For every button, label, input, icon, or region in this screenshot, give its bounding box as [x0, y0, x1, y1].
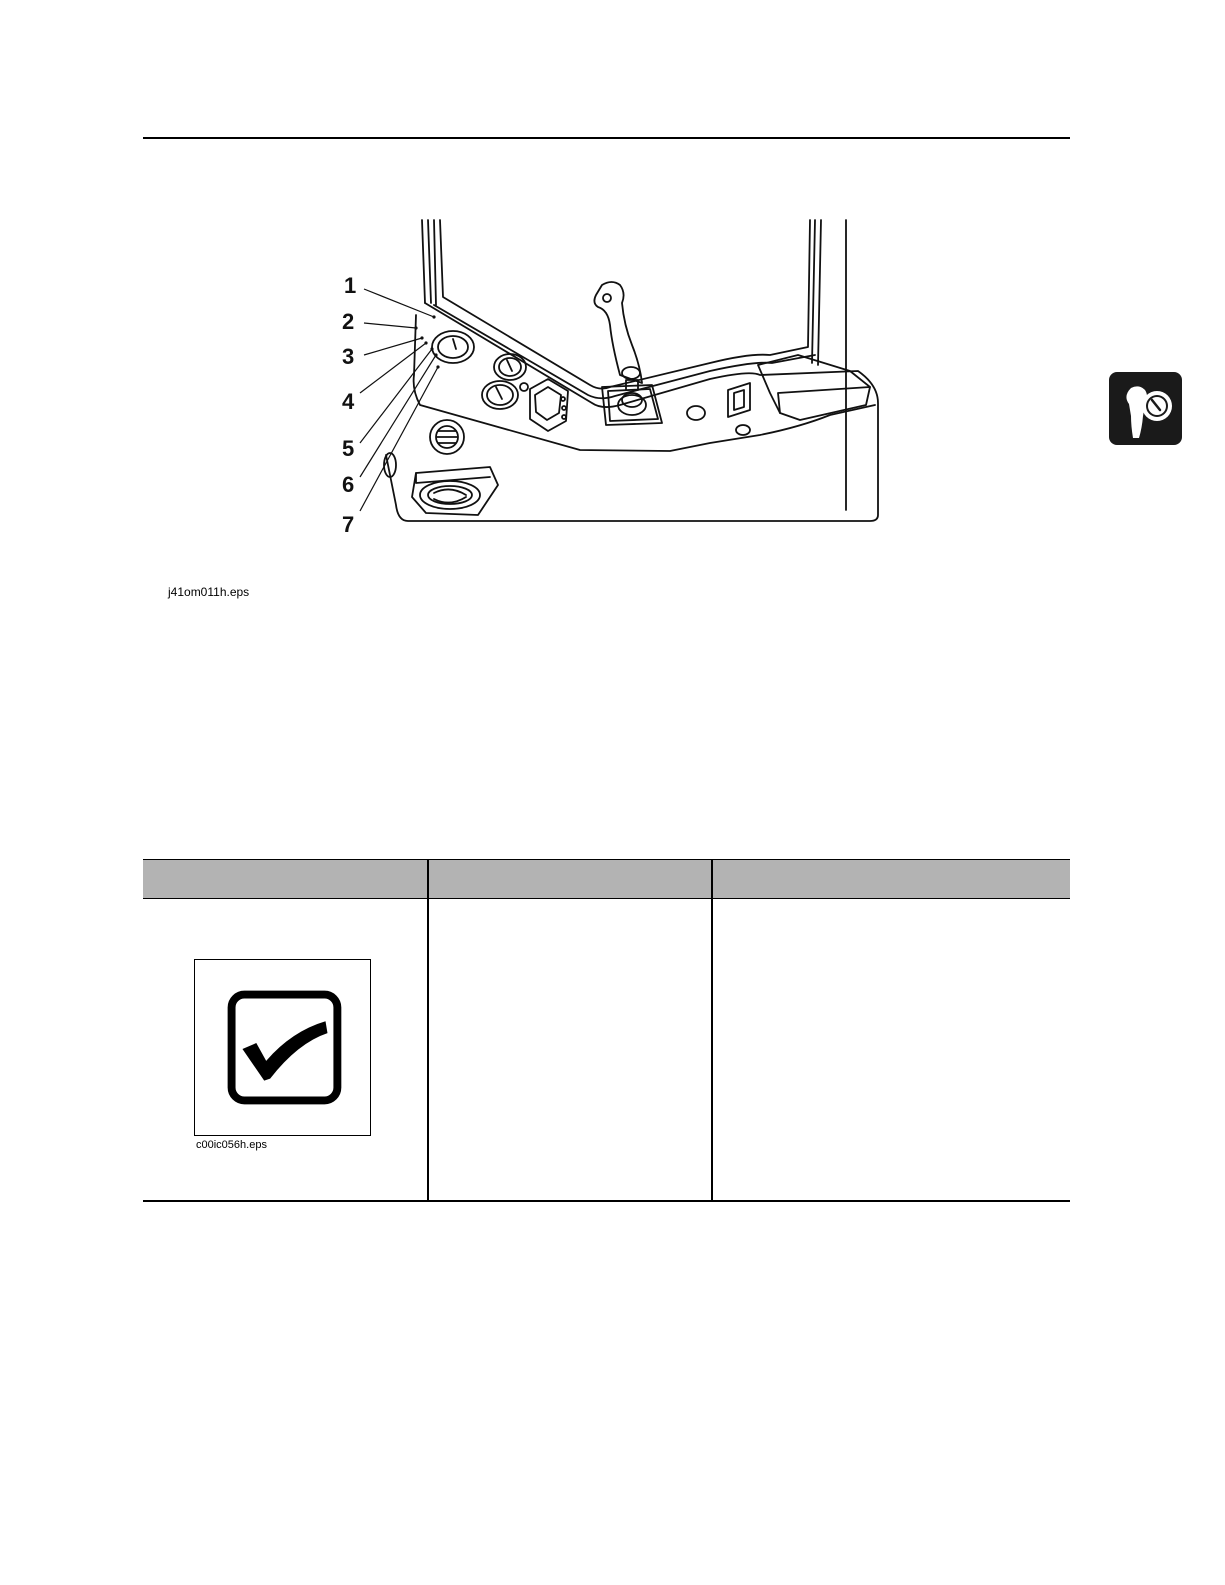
joystick-gauge-icon	[1109, 372, 1182, 445]
column-divider	[427, 859, 429, 1202]
dashboard-illustration	[330, 215, 890, 545]
callout-2: 2	[342, 309, 355, 334]
header-rule	[143, 137, 1070, 139]
callout-1: 1	[344, 273, 357, 298]
figure-caption: j41om011h.eps	[168, 585, 250, 599]
cab-dashboard-figure	[330, 215, 890, 545]
symbol-table	[143, 859, 1070, 1202]
section-tab	[1109, 372, 1182, 445]
checkmark-icon	[195, 960, 370, 1135]
callout-7: 7	[342, 512, 355, 537]
callout-3: 3	[342, 344, 355, 369]
symbol-frame	[194, 959, 371, 1136]
symbol-caption: c00ic056h.eps	[196, 1139, 267, 1151]
table-bottom-rule	[143, 1200, 1070, 1202]
callout-6: 6	[342, 472, 355, 497]
table-header	[143, 859, 1070, 899]
column-divider	[711, 859, 713, 1202]
callout-5: 5	[342, 436, 355, 461]
callout-4: 4	[342, 389, 355, 414]
